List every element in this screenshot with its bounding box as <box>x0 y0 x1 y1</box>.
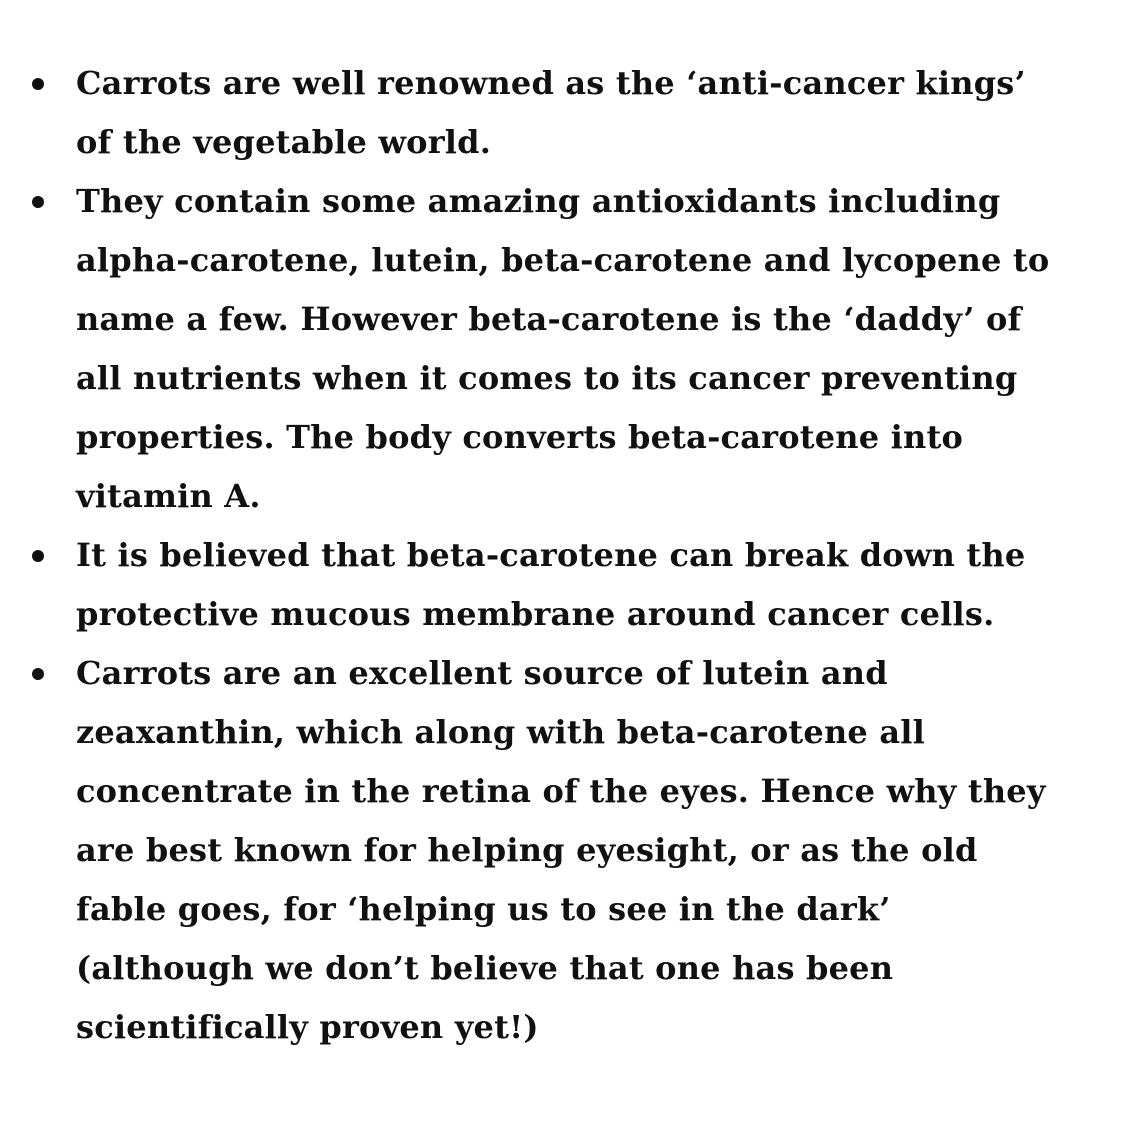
bullet-text: They contain some amazing antioxidants including alpha-carotene, lutein, beta-carotene and lycopene to name a few. However beta-carotene is the ‘daddy’ of all nutrients when it comes to its cancer preventing properties. The body converts beta-carotene into vitamin A. <box>76 182 1050 515</box>
list-item <box>32 172 1102 526</box>
list-item <box>32 644 1102 1057</box>
bullet-text: It is believed that beta-carotene can break down the protective mucous membrane around cancer cells. <box>76 536 1026 633</box>
bullet-list <box>32 54 1102 1057</box>
bullet-dot-icon <box>32 196 44 208</box>
list-item <box>32 526 1102 644</box>
bullet-dot-icon <box>32 550 44 562</box>
list-item <box>32 54 1102 172</box>
bullet-text: Carrots are an excellent source of lutein and zeaxanthin, which along with beta-carotene all concentrate in the retina of the eyes. Hence why they are best known for helping eyesight, or as the old fable goes, for ‘helping us to see in the dark’ (although we don’t believe that one has been scientifically proven yet!) <box>76 654 1046 1046</box>
bullet-dot-icon <box>32 78 44 90</box>
bullet-text: Carrots are well renowned as the ‘anti-cancer kings’ of the vegetable world. <box>76 64 1026 161</box>
bullet-dot-icon <box>32 668 44 680</box>
